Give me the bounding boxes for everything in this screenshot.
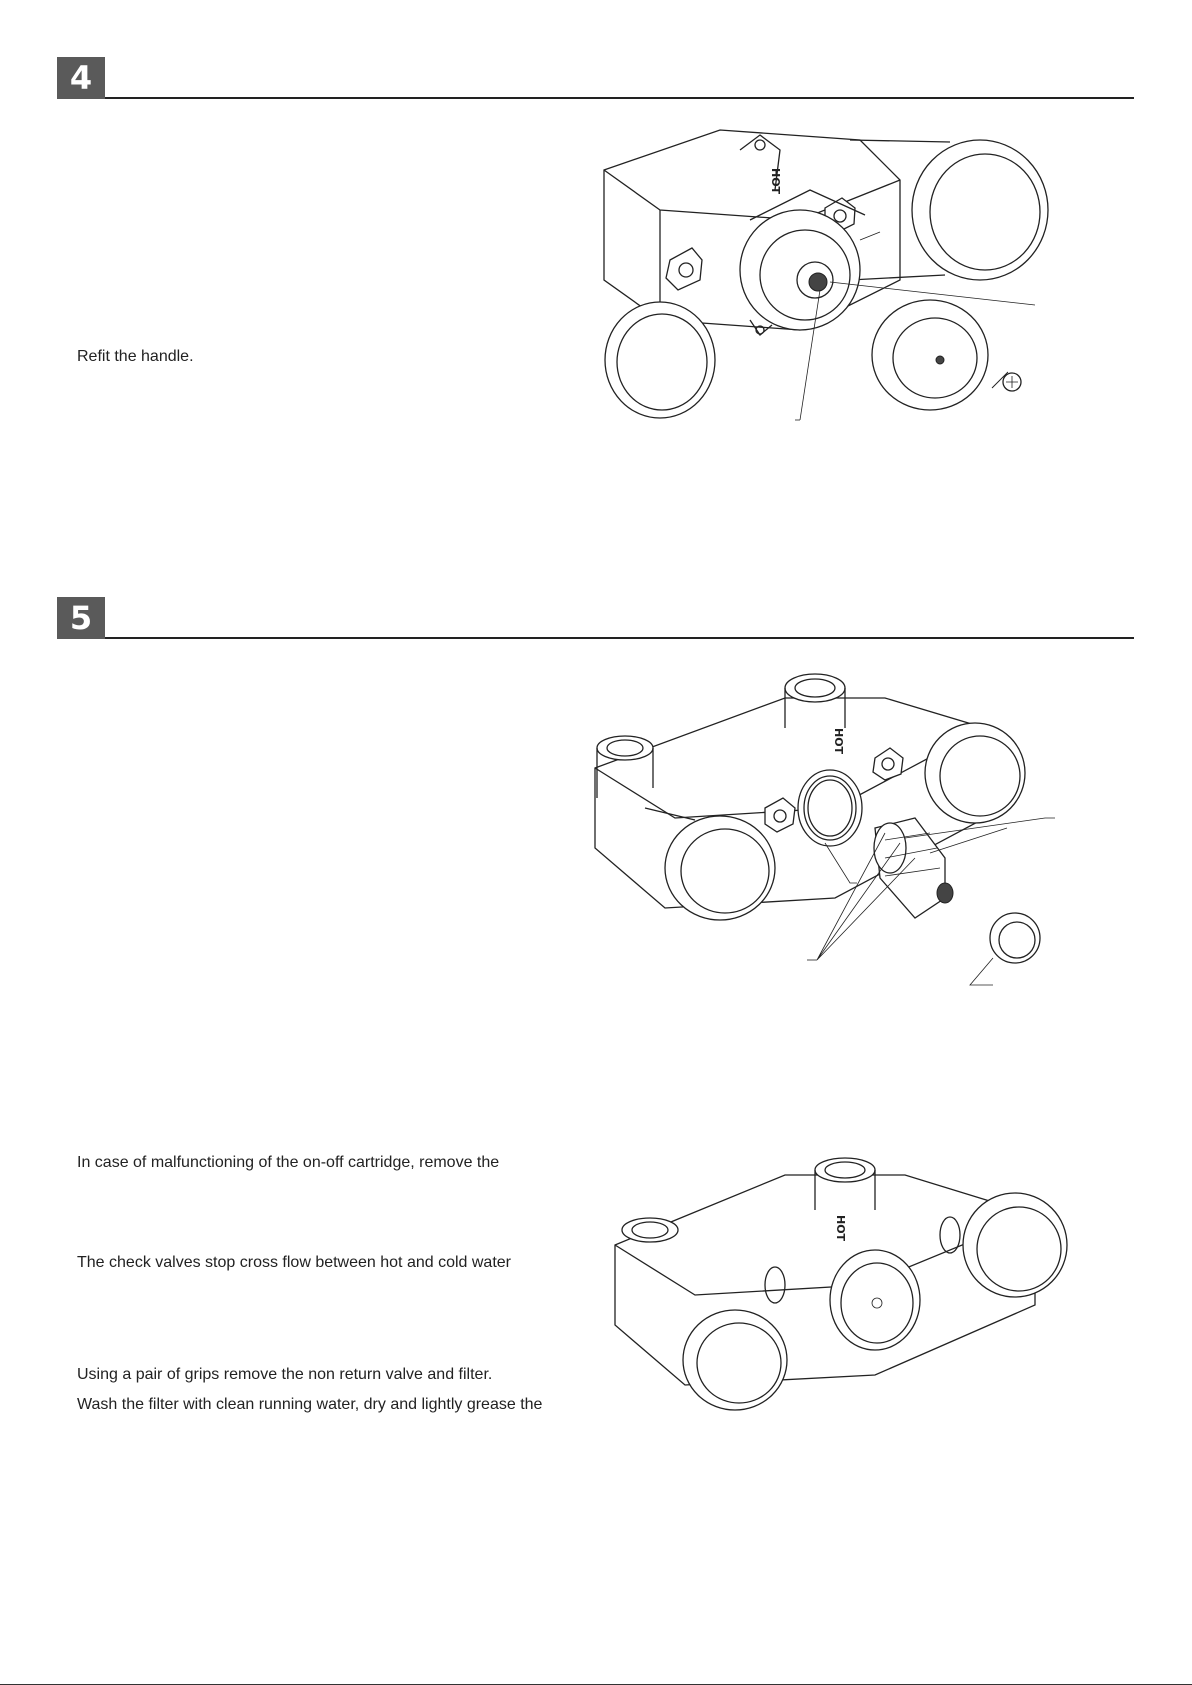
cartridge-removal-illustration xyxy=(585,668,1065,998)
valve-marking: HOT xyxy=(834,1215,847,1242)
instruction-text: Using a pair of grips remove the non return valve and filter. xyxy=(77,1366,493,1383)
instruction-text: In case of malfunctioning of the on-off cartridge, remove the xyxy=(77,1154,500,1171)
handle-refit-illustration xyxy=(600,120,1050,430)
section-divider xyxy=(105,637,1134,639)
instruction-text: The check valves stop cross flow between hot and cold water xyxy=(77,1254,511,1271)
valve-marking: HOT xyxy=(769,168,782,195)
step-4-header xyxy=(57,57,1134,99)
instruction-text: Refit the handle. xyxy=(77,348,194,365)
instruction-text: Wash the filter with clean running water, dry and lightly grease the xyxy=(77,1396,543,1413)
check-valve-removal-illustration xyxy=(605,1155,1140,1515)
step-number-badge: 5 xyxy=(57,597,105,639)
step-5-header xyxy=(57,597,1134,639)
step-number-badge: 4 xyxy=(57,57,105,99)
section-divider xyxy=(105,97,1134,99)
valve-marking: HOT xyxy=(832,728,845,755)
